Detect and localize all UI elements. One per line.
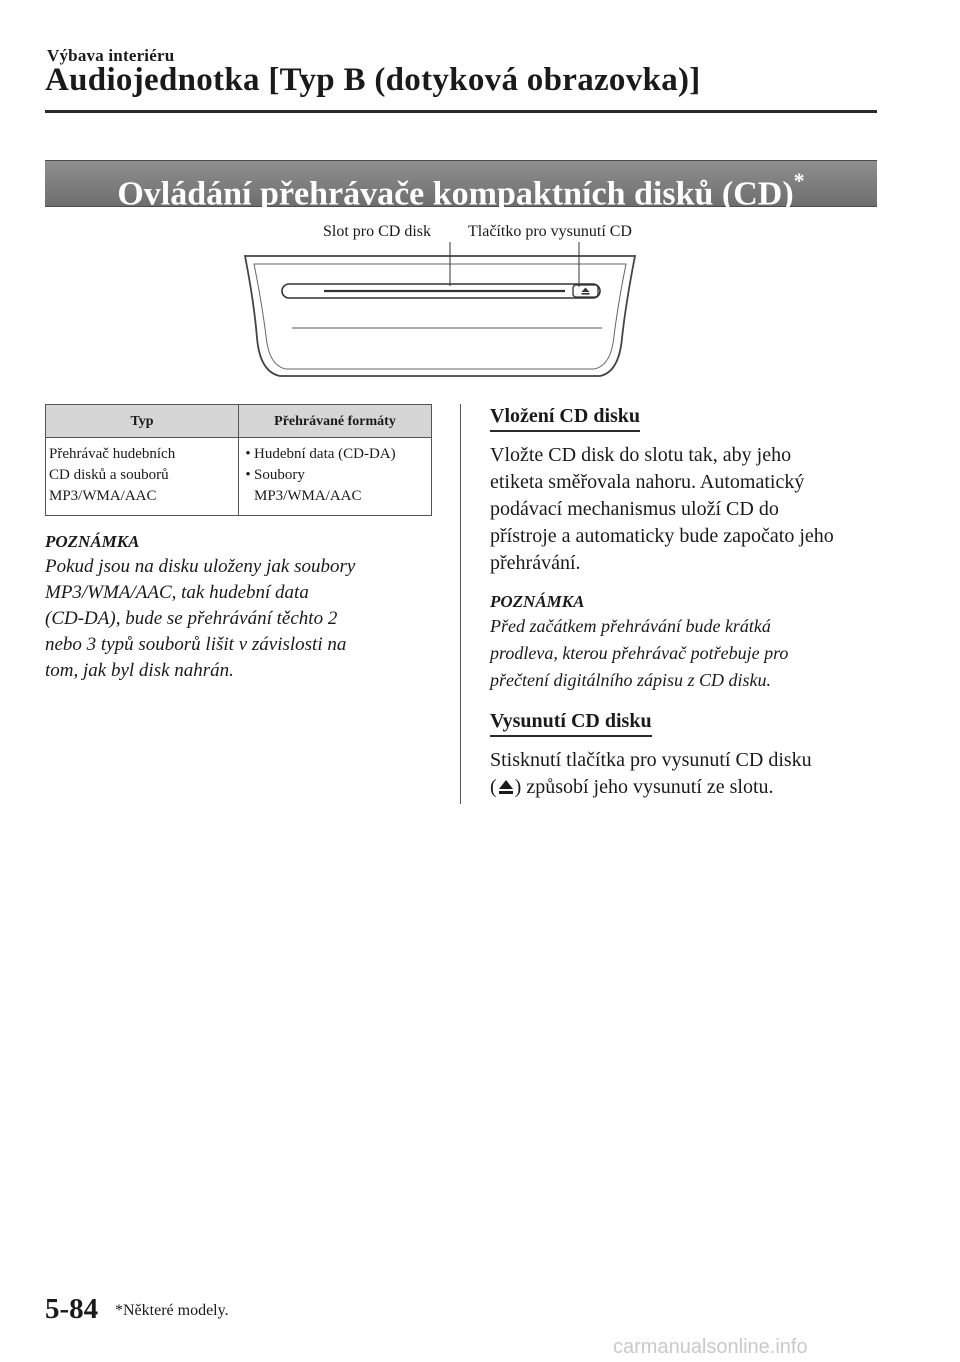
eject-icon	[497, 779, 515, 795]
note-line: prodleva, kterou přehrávač potřebuje pro	[490, 643, 789, 663]
insert-line: přehrávání.	[490, 552, 581, 574]
cd-unit-illustration	[240, 242, 640, 382]
note-right	[490, 592, 890, 694]
note-line: přečtení digitálního zápisu z CD disku.	[490, 670, 771, 690]
chapter-rule	[45, 110, 877, 113]
type-line: CD disků a souborů	[49, 467, 169, 483]
note-text	[490, 613, 890, 694]
callout-eject-label: Tlačítko pro vysunutí CD	[468, 223, 632, 240]
eject-line	[490, 774, 890, 801]
format-item	[242, 444, 428, 465]
eject-section	[490, 710, 890, 801]
chapter-label: Výbava interiéru	[47, 46, 175, 65]
note-heading: POZNÁMKA	[45, 532, 140, 551]
format-item-continuation: MP3/WMA/AAC	[254, 488, 362, 504]
note-left	[45, 532, 445, 684]
chapter-title: Audiojednotka [Typ B (dotyková obrazovka)]	[45, 62, 701, 98]
note-line: tom, jak byl disk nahrán.	[45, 660, 234, 681]
page-number: 5-84	[45, 1293, 99, 1325]
unit-outline	[245, 256, 635, 376]
eject-heading: Vysunutí CD disku	[490, 710, 652, 737]
note-line: MP3/WMA/AAC, tak hudební data	[45, 582, 309, 603]
eject-line: Stisknutí tlačítka pro vysunutí CD disku	[490, 749, 812, 771]
table-header-formats: Přehrávané formáty	[239, 405, 432, 438]
column-divider	[460, 404, 461, 804]
type-line: MP3/WMA/AAC	[49, 488, 157, 504]
note-line: (CD-DA), bude se přehrávání těchto 2	[45, 608, 338, 629]
callout-slot-label: Slot pro CD disk	[323, 223, 432, 240]
footnote: *Některé modely.	[115, 1302, 229, 1319]
note-heading: POZNÁMKA	[490, 592, 585, 611]
note-line: Pokud jsou na disku uloženy jak soubory	[45, 556, 356, 577]
eject-text	[490, 747, 890, 801]
table-row	[46, 438, 432, 516]
table-cell-formats	[239, 438, 432, 516]
insert-line: podávací mechanismus uloží CD do	[490, 498, 779, 520]
insert-line: etiketa směřovala nahoru. Automatický	[490, 471, 805, 493]
format-item	[242, 465, 428, 486]
note-line: Před začátkem přehrávání bude krátká	[490, 616, 771, 636]
eject-button[interactable]	[573, 285, 598, 297]
section-title-band	[45, 160, 877, 213]
insert-text	[490, 442, 890, 577]
optional-mark: *	[793, 168, 805, 193]
note-text	[45, 554, 445, 684]
unit-inner-outline	[254, 264, 626, 369]
bullet: •	[245, 446, 251, 462]
table-header-type: Typ	[46, 405, 239, 438]
format-table	[45, 404, 432, 516]
format-item-text: Hudební data (CD-DA)	[254, 446, 396, 462]
insert-line: Vložte CD disk do slotu tak, aby jeho	[490, 444, 792, 466]
type-line: Přehrávač hudebních	[49, 446, 176, 462]
table-cell-type	[46, 438, 239, 516]
note-line: nebo 3 typů souborů lišit v závislosti na	[45, 634, 347, 655]
format-item-text: Soubory	[254, 467, 305, 483]
insert-section	[490, 405, 890, 577]
insert-line: přístroje a automaticky bude započato jeho	[490, 525, 834, 547]
watermark: carmanualsonline.info	[613, 1336, 808, 1358]
insert-heading: Vložení CD disku	[490, 405, 640, 432]
bullet: •	[245, 467, 251, 483]
paren-open: (	[490, 776, 497, 798]
section-title: Ovládání přehrávače kompaktních disků (CD)	[117, 175, 794, 213]
eject-line-rest: ) způsobí jeho vysunutí ze slotu.	[514, 776, 774, 798]
